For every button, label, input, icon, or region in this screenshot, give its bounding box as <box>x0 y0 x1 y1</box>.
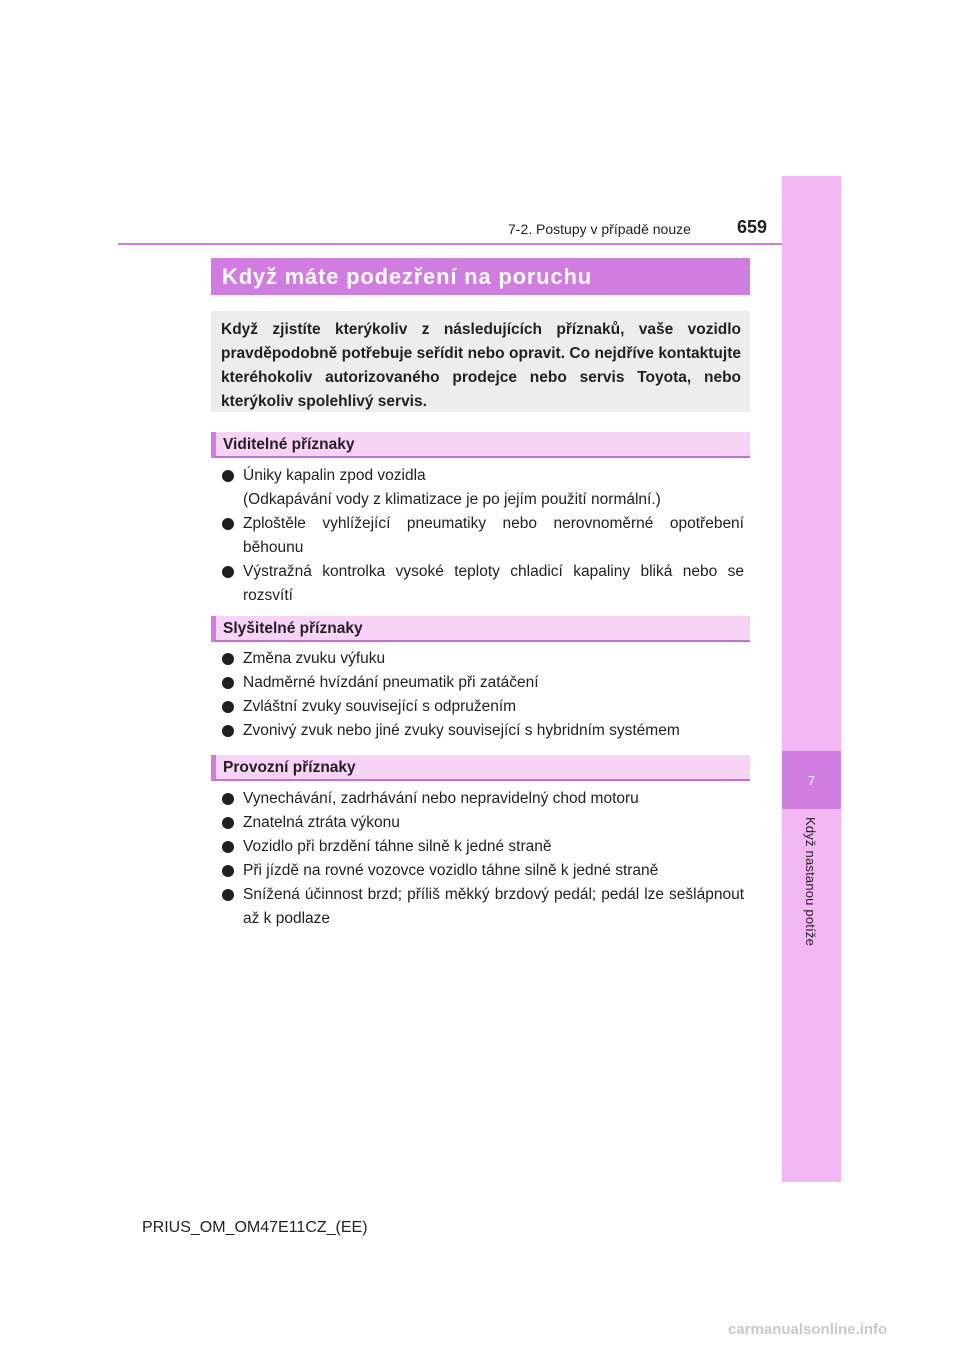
page-number: 659 <box>737 217 768 237</box>
list-item <box>222 695 744 719</box>
bullet-icon <box>222 841 234 853</box>
list-item-text: Při jízdě na rovné vozovce vozidlo táhne silně k jedné straně <box>243 862 659 879</box>
bullet-icon <box>222 889 234 901</box>
list-item-text: Nadměrné hvízdání pneumatik při zatáčení <box>243 674 539 691</box>
section-heading-operational: Provozní příznaky <box>211 755 750 781</box>
bullet-icon <box>222 566 234 578</box>
page-title: Když máte podezření na poruchu <box>211 258 750 295</box>
chapter-label: Když nastanou potíže <box>803 817 818 947</box>
list-item <box>222 883 744 931</box>
operational-symptoms-list <box>222 787 744 931</box>
list-item <box>222 811 744 835</box>
bullet-icon <box>222 865 234 877</box>
document-code-footer: PRIUS_OM_OM47E11CZ_(EE) <box>142 1219 368 1236</box>
list-item <box>222 512 744 560</box>
bullet-icon <box>222 470 234 482</box>
list-item <box>222 859 744 883</box>
list-item <box>222 464 744 512</box>
bullet-icon <box>222 701 234 713</box>
list-item <box>222 787 744 811</box>
list-item-text: Výstražná kontrolka vysoké teploty chladicí kapaliny bliká nebo se rozsvítí <box>243 563 744 604</box>
header-section-title: 7-2. Postupy v případě nouze <box>508 221 691 237</box>
list-item-text: Snížená účinnost brzd; příliš měkký brzdový pedál; pedál lze sešlápnout až k podlaze <box>243 886 744 927</box>
list-item <box>222 647 744 671</box>
bullet-icon <box>222 518 234 530</box>
list-item <box>222 719 744 743</box>
list-item-text: Zvonivý zvuk nebo jiné zvuky související s hybridním systémem <box>243 722 680 739</box>
section-heading-visible: Viditelné příznaky <box>211 432 750 458</box>
audible-symptoms-list <box>222 647 744 743</box>
visible-symptoms-list <box>222 464 744 608</box>
bullet-icon <box>222 817 234 829</box>
watermark: carmanualsonline.info <box>728 1321 888 1338</box>
bullet-icon <box>222 677 234 689</box>
list-item-text: Zploštěle vyhlížející pneumatiky nebo nerovnoměrné opotřebení běhounu <box>243 515 744 556</box>
list-item-text: Vozidlo při brzdění táhne silně k jedné straně <box>243 838 552 855</box>
bullet-icon <box>222 725 234 737</box>
list-item <box>222 835 744 859</box>
list-item-text: Zvláštní zvuky související s odpružením <box>243 698 517 715</box>
list-item-text: Změna zvuku výfuku <box>243 650 386 667</box>
intro-box: Když zjistíte kterýkoliv z následujících příznaků, vaše vozidlo pravděpodobně potřebuje seřídit nebo opravit. Co nejdříve kontaktujte kteréhokoliv autorizovaného prodejce nebo servis Toyota, nebo kterýkoliv spolehlivý servis. <box>211 311 750 412</box>
section-heading-audible: Slyšitelné příznaky <box>211 616 750 642</box>
list-item <box>222 671 744 695</box>
chapter-number-tab: 7 <box>782 751 841 809</box>
chapter-side-tab <box>782 176 841 1182</box>
list-item-text: Úniky kapalin zpod vozidla <box>243 467 426 484</box>
header-divider <box>118 243 782 245</box>
list-item-note: (Odkapávání vody z klimatizace je po jejím použití normální.) <box>243 491 661 508</box>
list-item <box>222 560 744 608</box>
list-item-text: Znatelná ztráta výkonu <box>243 814 400 831</box>
bullet-icon <box>222 793 234 805</box>
bullet-icon <box>222 653 234 665</box>
list-item-text: Vynechávání, zadrhávání nebo nepravidelný chod motoru <box>243 790 639 807</box>
